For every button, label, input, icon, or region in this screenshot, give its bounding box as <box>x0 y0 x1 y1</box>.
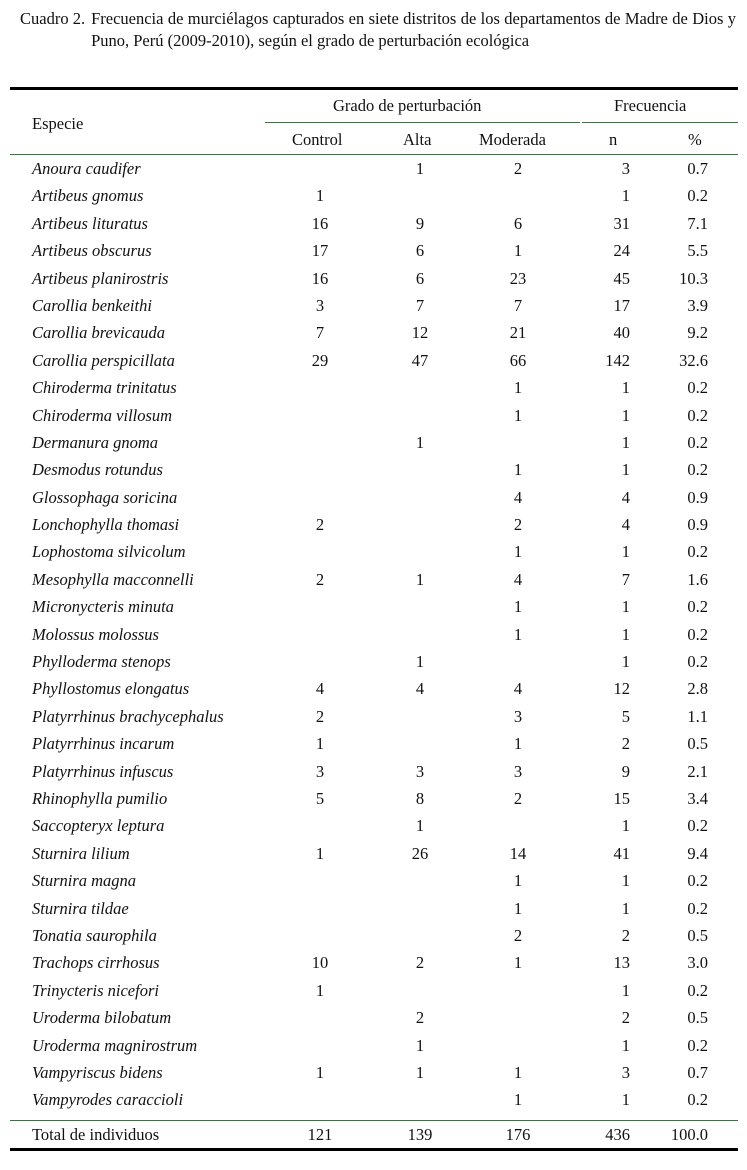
table-row <box>10 840 738 867</box>
table-row <box>10 758 738 785</box>
alta-value: 7 <box>415 295 425 315</box>
header-species: Especie <box>32 114 84 133</box>
moderada-value: 2 <box>513 159 523 178</box>
pct-value: 0.2 <box>687 432 708 452</box>
grado-subrule <box>265 122 580 123</box>
pct-value: 9.4 <box>687 843 708 863</box>
control-value: 1 <box>315 1062 325 1082</box>
pct-value: 5.5 <box>687 241 708 261</box>
species-name: Sturnira magna <box>32 871 137 891</box>
control-value: 16 <box>311 268 329 288</box>
species-name: Trachops cirrhosus <box>32 953 160 973</box>
header-frecuencia: Frecuencia <box>614 96 687 115</box>
table-row <box>10 593 738 620</box>
pct-value: 3.9 <box>687 295 708 315</box>
pct-value: 0.2 <box>687 652 708 672</box>
total-n: 436 <box>605 1125 630 1144</box>
species-name: Lophostoma silvicolum <box>32 542 186 562</box>
control-value: 17 <box>311 241 329 261</box>
moderada-value: 1 <box>513 871 523 891</box>
moderada-value: 1 <box>513 378 523 398</box>
species-name: Lonchophylla thomasi <box>32 515 180 535</box>
species-name: Anoura caudifer <box>32 159 141 178</box>
header-grado: Grado de perturbación <box>333 96 482 115</box>
table-row <box>10 621 738 648</box>
total-label: Total de individuos <box>32 1125 160 1144</box>
n-value: 1 <box>621 898 630 918</box>
control-value: 1 <box>315 843 325 863</box>
table-body <box>10 155 738 1114</box>
header-control: Control <box>292 130 343 149</box>
n-value: 2 <box>621 734 630 754</box>
pct-value: 0.9 <box>687 487 708 507</box>
control-value: 5 <box>315 788 325 808</box>
species-name: Trinycteris nicefori <box>32 980 159 1000</box>
total-control: 121 <box>307 1125 333 1144</box>
control-value: 1 <box>315 186 325 206</box>
table-row <box>10 1004 738 1031</box>
moderada-value: 23 <box>509 268 527 288</box>
n-value: 45 <box>613 268 630 288</box>
alta-value: 9 <box>415 213 425 233</box>
species-name: Artibeus planirostris <box>32 268 169 288</box>
caption-label: Cuadro 2. <box>20 9 86 28</box>
species-name: Uroderma bilobatum <box>32 1008 172 1028</box>
n-value: 9 <box>621 761 630 781</box>
moderada-value: 4 <box>513 679 523 699</box>
table-row <box>10 977 738 1004</box>
moderada-value: 1 <box>513 898 523 918</box>
table-row <box>10 155 738 182</box>
pct-value: 3.4 <box>687 788 708 808</box>
moderada-value: 4 <box>513 487 523 507</box>
n-value: 1 <box>621 542 630 562</box>
total-pct: 100.0 <box>670 1125 708 1144</box>
alta-value: 2 <box>415 1008 425 1028</box>
pct-value: 0.5 <box>687 734 708 754</box>
pct-value: 0.2 <box>687 460 708 480</box>
table-row <box>10 675 738 702</box>
pct-value: 0.7 <box>687 1062 708 1082</box>
control-value: 16 <box>311 213 329 233</box>
alta-value: 6 <box>415 268 425 288</box>
table-row <box>10 785 738 812</box>
pct-value: 7.1 <box>687 213 708 233</box>
species-name: Mesophylla macconnelli <box>32 569 194 589</box>
pct-value: 0.2 <box>687 1035 708 1055</box>
caption-text: Frecuencia de murciélagos capturados en siete distritos de los departamentos de Madre de Dios y Puno, Perú (2009-2010), según el grado de perturbación ecológica <box>91 9 736 50</box>
moderada-value: 1 <box>513 597 523 617</box>
alta-value: 3 <box>415 761 425 781</box>
table-row <box>10 237 738 264</box>
alta-value: 1 <box>415 1062 425 1082</box>
n-value: 41 <box>613 843 630 863</box>
alta-value: 26 <box>411 843 429 863</box>
n-value: 1 <box>621 816 630 836</box>
table-row <box>10 347 738 374</box>
n-value: 5 <box>621 706 630 726</box>
species-name: Platyrrhinus incarum <box>32 734 175 754</box>
moderada-value: 3 <box>513 761 523 781</box>
table-row <box>10 319 738 346</box>
control-value: 3 <box>315 295 325 315</box>
species-name: Chiroderma trinitatus <box>32 378 177 398</box>
moderada-value: 7 <box>513 295 523 315</box>
alta-value: 2 <box>415 953 425 973</box>
control-value: 4 <box>315 679 325 699</box>
table-row <box>10 648 738 675</box>
n-value: 1 <box>621 405 630 425</box>
species-name: Tonatia saurophila <box>32 925 157 945</box>
n-value: 1 <box>621 652 630 672</box>
header-n: n <box>609 130 618 149</box>
species-name: Rhinophylla pumilio <box>32 788 168 808</box>
table-row <box>10 210 738 237</box>
table-row <box>10 922 738 949</box>
moderada-value: 3 <box>513 706 523 726</box>
n-value: 1 <box>621 460 630 480</box>
alta-value: 1 <box>415 569 425 589</box>
table-row <box>10 538 738 565</box>
moderada-value: 1 <box>513 241 523 261</box>
total-row <box>10 1121 738 1148</box>
pct-value: 0.2 <box>687 898 708 918</box>
pct-value: 0.7 <box>687 159 708 178</box>
moderada-value: 1 <box>513 1062 523 1082</box>
n-value: 1 <box>621 1090 630 1110</box>
table-row <box>10 812 738 839</box>
pct-value: 0.2 <box>687 1090 708 1110</box>
table-row <box>10 484 738 511</box>
table-row <box>10 730 738 757</box>
species-name: Vampyriscus bidens <box>32 1062 163 1082</box>
n-value: 15 <box>613 788 630 808</box>
n-value: 1 <box>621 624 630 644</box>
header-moderada: Moderada <box>479 130 546 149</box>
species-name: Glossophaga soricina <box>32 487 178 507</box>
table-row <box>10 456 738 483</box>
species-name: Dermanura gnoma <box>32 432 159 452</box>
pct-value: 0.9 <box>687 515 708 535</box>
n-value: 2 <box>621 1008 630 1028</box>
species-name: Carollia benkeithi <box>32 295 152 315</box>
pct-value: 0.5 <box>687 1008 708 1028</box>
moderada-value: 6 <box>513 213 523 233</box>
pct-value: 0.2 <box>687 624 708 644</box>
n-value: 7 <box>621 569 630 589</box>
n-value: 142 <box>605 350 630 370</box>
pct-value: 1.1 <box>687 706 708 726</box>
alta-value: 1 <box>415 652 425 672</box>
moderada-value: 66 <box>509 350 527 370</box>
species-name: Sturnira lilium <box>32 843 130 863</box>
moderada-value: 1 <box>513 1090 523 1110</box>
alta-value: 12 <box>411 323 429 343</box>
alta-value: 6 <box>415 241 425 261</box>
table-row <box>10 265 738 292</box>
table-caption <box>20 8 736 51</box>
pct-value: 2.1 <box>687 761 708 781</box>
top-rule <box>10 87 738 90</box>
n-value: 17 <box>613 295 630 315</box>
n-value: 31 <box>613 213 630 233</box>
species-name: Desmodus rotundus <box>32 460 163 480</box>
species-name: Vampyrodes caraccioli <box>32 1090 184 1110</box>
n-value: 13 <box>613 953 630 973</box>
table-row <box>10 511 738 538</box>
pct-value: 10.3 <box>679 268 708 288</box>
control-value: 3 <box>315 761 325 781</box>
pct-value: 2.8 <box>687 679 708 699</box>
n-value: 3 <box>621 1062 630 1082</box>
species-name: Sturnira tildae <box>32 898 129 918</box>
pct-value: 0.2 <box>687 816 708 836</box>
n-value: 4 <box>621 515 630 535</box>
pct-value: 1.6 <box>687 569 708 589</box>
species-name: Saccopteryx leptura <box>32 816 165 836</box>
moderada-value: 2 <box>513 788 523 808</box>
species-name: Uroderma magnirostrum <box>32 1035 198 1055</box>
control-value: 1 <box>315 734 325 754</box>
moderada-value: 14 <box>509 843 527 863</box>
header-pct: % <box>688 130 702 149</box>
table-row <box>10 292 738 319</box>
table-row <box>10 429 738 456</box>
table-row <box>10 374 738 401</box>
n-value: 1 <box>621 432 630 452</box>
control-value: 2 <box>315 569 325 589</box>
moderada-value: 21 <box>509 323 527 343</box>
pct-value: 0.2 <box>687 871 708 891</box>
total-moderada: 176 <box>505 1125 531 1144</box>
n-value: 1 <box>621 378 630 398</box>
n-value: 24 <box>613 241 630 261</box>
control-value: 1 <box>315 980 325 1000</box>
control-value: 7 <box>315 323 325 343</box>
table-row <box>10 895 738 922</box>
pct-value: 0.2 <box>687 980 708 1000</box>
pct-value: 9.2 <box>687 323 708 343</box>
table-row <box>10 402 738 429</box>
alta-value: 1 <box>415 816 425 836</box>
species-name: Artibeus gnomus <box>32 186 144 206</box>
n-value: 40 <box>613 323 630 343</box>
pct-value: 0.2 <box>687 378 708 398</box>
n-value: 1 <box>621 980 630 1000</box>
n-value: 1 <box>621 597 630 617</box>
n-value: 1 <box>621 186 630 206</box>
table-row <box>10 949 738 976</box>
moderada-value: 2 <box>513 925 523 945</box>
species-name: Platyrrhinus infuscus <box>32 761 174 781</box>
frecuencia-subrule <box>582 122 738 123</box>
pct-value: 32.6 <box>679 350 708 370</box>
table-row <box>10 867 738 894</box>
species-name: Phylloderma stenops <box>32 652 171 672</box>
species-name: Carollia brevicauda <box>32 323 166 343</box>
alta-value: 1 <box>415 1035 425 1055</box>
moderada-value: 1 <box>513 542 523 562</box>
species-name: Artibeus lituratus <box>32 213 148 233</box>
species-name: Molossus molossus <box>32 624 159 644</box>
moderada-value: 4 <box>513 569 523 589</box>
control-value: 2 <box>315 706 325 726</box>
moderada-value: 2 <box>513 515 523 535</box>
n-value: 1 <box>621 871 630 891</box>
moderada-value: 1 <box>513 405 523 425</box>
control-value: 10 <box>311 953 329 973</box>
n-value: 4 <box>621 487 630 507</box>
pct-value: 0.2 <box>687 542 708 562</box>
pct-value: 0.5 <box>687 925 708 945</box>
control-value: 29 <box>311 350 329 370</box>
species-name: Artibeus obscurus <box>32 241 152 261</box>
n-value: 3 <box>621 159 630 178</box>
moderada-value: 1 <box>513 624 523 644</box>
n-value: 12 <box>613 679 630 699</box>
species-name: Chiroderma villosum <box>32 405 173 425</box>
species-name: Phyllostomus elongatus <box>32 679 190 699</box>
alta-value: 1 <box>415 432 425 452</box>
n-value: 1 <box>621 1035 630 1055</box>
bottom-rule <box>10 1148 738 1151</box>
alta-value: 4 <box>415 679 425 699</box>
table-row <box>10 1032 738 1059</box>
total-alta: 139 <box>407 1125 433 1144</box>
pct-value: 0.2 <box>687 186 708 206</box>
species-name: Platyrrhinus brachycephalus <box>32 706 224 726</box>
species-name: Carollia perspicillata <box>32 350 175 370</box>
alta-value: 1 <box>415 159 425 178</box>
n-value: 2 <box>621 925 630 945</box>
moderada-value: 1 <box>513 953 523 973</box>
table-row <box>10 566 738 593</box>
table-row <box>10 1059 738 1086</box>
table-row <box>10 182 738 209</box>
pct-value: 3.0 <box>687 953 708 973</box>
header-alta: Alta <box>403 130 432 149</box>
alta-value: 8 <box>415 788 425 808</box>
pct-value: 0.2 <box>687 405 708 425</box>
pct-value: 0.2 <box>687 597 708 617</box>
control-value: 2 <box>315 515 325 535</box>
moderada-value: 1 <box>513 734 523 754</box>
table-row <box>10 703 738 730</box>
moderada-value: 1 <box>513 460 523 480</box>
alta-value: 47 <box>411 350 429 370</box>
species-name: Micronycteris minuta <box>32 597 174 617</box>
table-row <box>10 1086 738 1113</box>
